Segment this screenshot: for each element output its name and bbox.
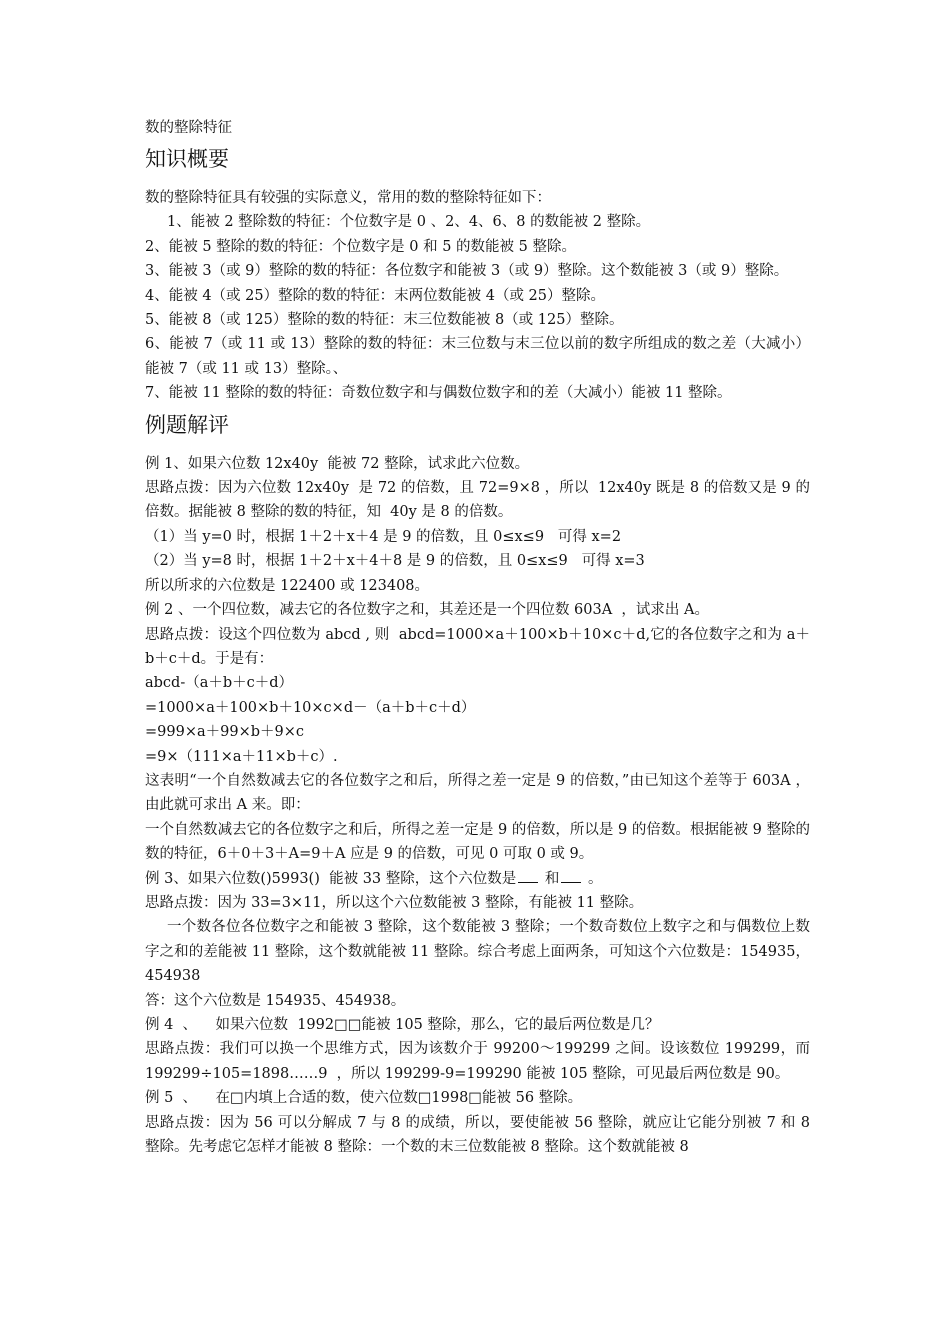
- example-2-formula: =999×a＋99×b＋9×c: [145, 724, 304, 741]
- example-2-formula: abcd-（a＋b＋c＋d）: [145, 675, 294, 692]
- example-1-case-2: （2）当 y=8 时，根据 1＋2＋x＋4＋8 是 9 的倍数，且 0≤x≤9 可得 x=3: [145, 553, 645, 570]
- example-3-end: 。: [587, 870, 603, 887]
- example-2-question: 例 2 、一个四位数，减去它的各位数字之和，其差还是一个四位数 603A ，试求出 A。: [145, 602, 709, 619]
- answer-blank: [561, 868, 581, 883]
- intro-paragraph: 数的整除特征具有较强的实际意义，常用的数的整除特征如下：: [145, 190, 551, 206]
- example-1-case-1: （1）当 y=0 时，根据 1＋2＋x＋4 是 9 的倍数，且 0≤x≤9 可得 x=2: [145, 528, 622, 545]
- content-column: [145, 116, 824, 1159]
- rule-item: 3、能被 3（或 9）整除的数的特征：各位数字和能被 3（或 9）整除。这个数能被 3（或 9）整除。: [145, 263, 789, 280]
- example-1-answer: 所以所求的六位数是 122400 或 123408。: [145, 577, 430, 594]
- example-2-hint: 思路点拨：设这个四位数为 abcd , 则 abcd=1000×a＋100×b＋10×c＋d,它的各位数字之和为 a＋b＋c＋d。于是有：: [145, 626, 810, 667]
- rule-item: 7、能被 11 整除的数的特征：奇数位数字和与偶数位数字和的差（大减小）能被 11 整除。: [145, 385, 732, 402]
- rule-item: 6、能被 7（或 11 或 13）整除的数的特征：末三位数与末三位以前的数字所组成的数之差（大减小）能被 7（或 11 或 13）整除。、: [145, 336, 810, 377]
- rule-item: 1、能被 2 整除数的特征：个位数字是 0 、2、4、6、8 的数能被 2 整除。: [167, 214, 651, 231]
- example-3-and: 和: [544, 870, 560, 887]
- rule-item: 5、能被 8（或 125）整除的数的特征：末三位数能被 8（或 125）整除。: [145, 312, 624, 329]
- example-1-hint: 思路点拨：因为六位数 12x40y 是 72 的倍数，且 72=9×8 ，所以 12x40y 既是 8 的倍数又是 9 的倍数。据能被 8 整除的数的特征，知 40y 是 8 的倍数。: [145, 480, 810, 521]
- example-3-answer: 答：这个六位数是 154935、454938。: [145, 992, 406, 1009]
- rule-item: 4、能被 4（或 25）整除的数的特征：末两位数能被 4（或 25）整除。: [145, 287, 606, 304]
- section-heading-examples: 例题解评: [145, 412, 229, 437]
- example-2-explanation: 一个自然数减去它的各位数字之和后，所得之差一定是 9 的倍数，所以是 9 的倍数。根据能被 9 整除的数的特征，6＋0＋3＋A=9＋A 应是 9 的倍数，可见 0 可取 0 或 9。: [145, 821, 810, 863]
- example-3-hint: 思路点拨：因为 33=3×11，所以这个六位数能被 3 整除，有能被 11 整除。: [145, 894, 644, 911]
- document-title: 数的整除特征: [145, 120, 232, 136]
- example-5-hint: 思路点拨：因为 56 可以分解成 7 与 8 的成绩，所以，要使能被 56 整除，就应让它能分别被 7 和 8 整除。先考虑它怎样才能被 8 整除：一个数的末三位数能被 8 整除。这个数就能被 8: [145, 1114, 815, 1156]
- section-heading-overview: 知识概要: [145, 147, 229, 171]
- example-2-formula: =9×（111×a＋11×b＋c）.: [145, 748, 338, 765]
- example-3-explanation: 一个数各位各位数字之和能被 3 整除，这个数能被 3 整除；一个数奇数位上数字之和与偶数位上数字之和的差能被 11 整除，这个数就能被 11 整除。综合考虑上面两条，可知这个六位数是：154935， 454938: [145, 919, 824, 985]
- example-4-question: 例 4 、 如果六位数 1992□□能被 105 整除，那么，它的最后两位数是几？: [145, 1017, 660, 1033]
- example-2-formula: =1000×a＋100×b＋10×c×d－（a＋b＋c＋d）: [145, 699, 476, 716]
- example-4-hint: 思路点拨：我们可以换一个思维方式，因为该数介于 99200～199299 之间。设该数位 199299，而 199299÷105=1898……9 ，所以 199299-9=199290 能被 105 整除，可见最后两位数是 90。: [145, 1041, 815, 1082]
- example-3-question: [145, 867, 810, 891]
- example-5-question: 例 5 、 在□内填上合适的数，使六位数□1998□能被 56 整除。: [145, 1090, 583, 1107]
- example-2-explanation: 这表明“一个自然数减去它的各位数字之和后，所得之差一定是 9 的倍数，”由已知这个差等于 603A ，由此就可求出 A 来。即：: [145, 772, 810, 814]
- rule-item: 2、能被 5 整除的数的特征：个位数字是 0 和 5 的数能被 5 整除。: [145, 238, 576, 255]
- example-1-question: 例 1、如果六位数 12x40y 能被 72 整除，试求此六位数。: [145, 455, 530, 472]
- example-3-question-text: 例 3、如果六位数()5993() 能被 33 整除，这个六位数是: [145, 870, 517, 887]
- answer-blank: [518, 868, 538, 883]
